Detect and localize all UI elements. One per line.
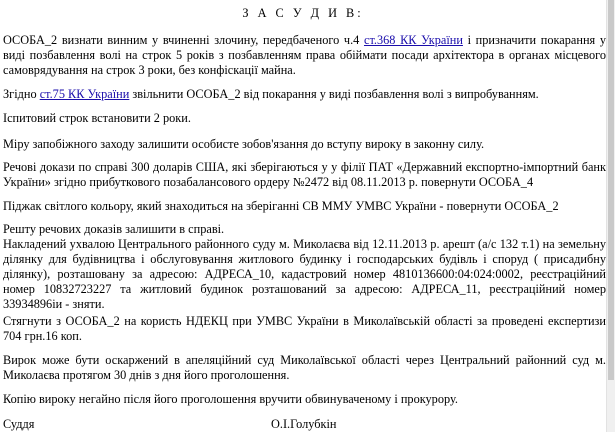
paragraph-probation: Іспитовий строк встановити 2 роки. — [3, 111, 191, 125]
law-link-article-75[interactable]: ст.75 КК України — [39, 87, 130, 101]
paragraph-sentence-text-before: ОСОБА_2 визнати винним у вчиненні злочину, передбаченого ч.4 — [3, 33, 364, 47]
signature-row — [3, 417, 606, 432]
paragraph-copy: Копію вироку негайно після його проголошення вручити обвинуваченому і прокурору. — [3, 392, 458, 406]
paragraph-appeal: Вирок може бути оскаржений в апеляційний суд Миколаївської області через Центральний районний суд м. Миколаєва протягом 30 днів з дня його проголошення. — [3, 353, 606, 382]
paragraph-preventive-measure: Міру запобіжного заходу залишити особисте зобов'язання до вступу вироку в законну силу. — [3, 137, 485, 151]
paragraph-arrest-lifted: Накладений ухвалою Центрального районного суду м. Миколаєва від 12.11.2013 р. арешт (а/с 132 т.1) на земельну ділянку для будівництва і обслуговування житлового будинку і господарських будівль і споруд ( присадибну ділянку), розташовану за адресою: АДРЕСА_10, кадастровий номер 4810136600:04:024:0002, реєстраційний номер 10832723227 та житловий будинок розташований за адресою: АДРЕСА_11, реєстраційний номер 33934896іи - зняти. — [3, 237, 606, 311]
scrollbar-thumb[interactable] — [608, 0, 614, 380]
paragraph-release — [3, 87, 606, 102]
paragraph-release-text-after: звільнити ОСОБА_2 від покарання у виді позбавлення волі з випробуванням. — [129, 87, 539, 101]
law-link-article-368[interactable]: ст.368 КК України — [363, 33, 463, 47]
paragraph-sentence — [3, 33, 606, 78]
paragraph-release-text-before: Згідно — [3, 87, 40, 101]
signature-name: О.І.Голубкін — [271, 417, 337, 431]
paragraph-evidence-rest: Решту речових доказів залишити в справі. — [3, 222, 225, 236]
signature-role: Суддя — [3, 417, 35, 431]
paragraph-evidence-jacket: Піджак світлого кольору, який знаходиться на зберіганні СВ ММУ УМВС України - повернути ОСОБА_2 — [3, 199, 559, 213]
paragraph-evidence-money: Речові докази по справі 300 доларів США, які зберігаються у у філії ПАТ «Державний експортно-імпортний банк України» згідно прибуткового позабалансового ордеру №2472 від 08.11.2013 р. повернути ОСОБА_4 — [3, 160, 606, 189]
vertical-scrollbar[interactable] — [606, 0, 615, 432]
paragraph-sentence-text-after: і призначити покарання у виді позбавлення волі на строк 5 років з позбавленням права обіймати посади архітектора в органах місцевого самоврядування на строк 3 роки, без конфіскації майна. — [3, 33, 606, 77]
verdict-heading: З А С У Д И В: — [242, 6, 364, 20]
paragraph-expenses: Стягнути з ОСОБА_2 на користь НДЕКЦ при УМВС України в Миколаївській області за проведені експертизи 704 грн.16 коп. — [3, 314, 606, 343]
